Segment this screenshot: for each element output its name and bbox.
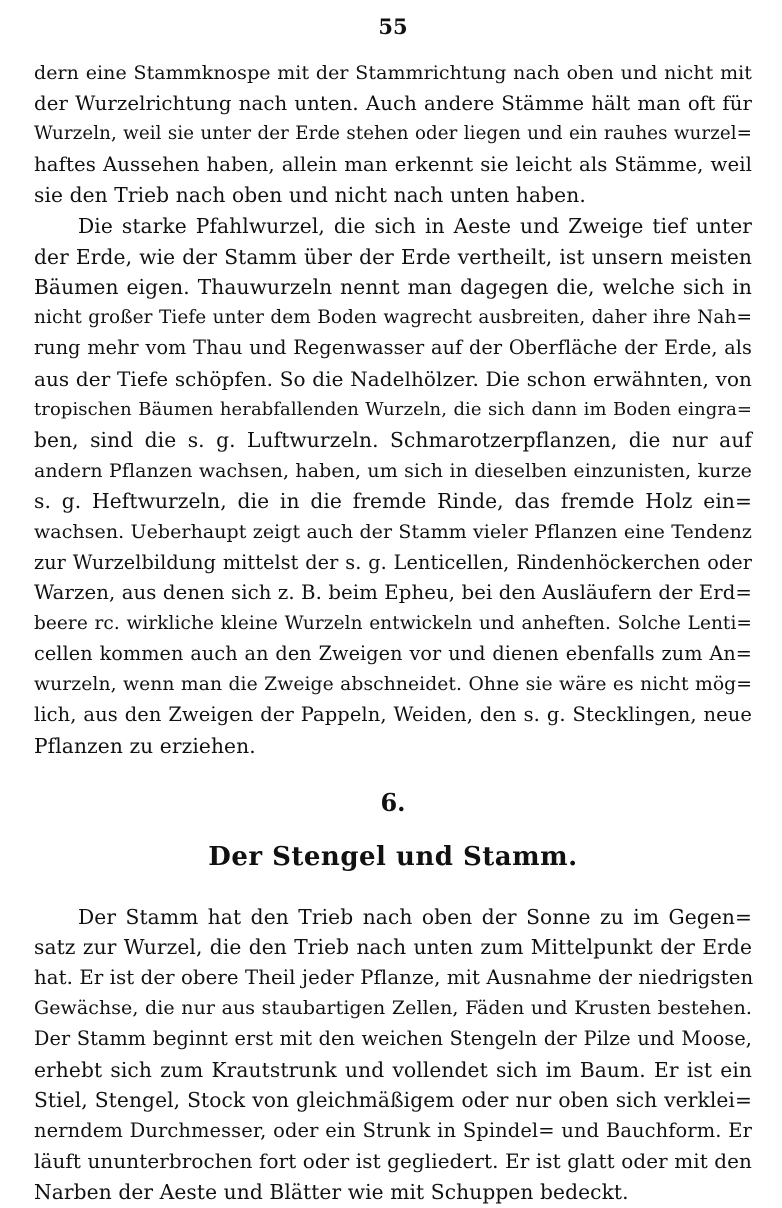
text-line: Die starke Pfahlwurzel, die sich in Aeste und Zweige tief unter bbox=[78, 213, 752, 238]
text-line: erhebt sich zum Krautstrunk und vollendet sich im Baum. Er ist ein bbox=[34, 1057, 752, 1082]
text-line: s. g. Heftwurzeln, die in die fremde Rinde, das fremde Holz ein= bbox=[34, 489, 752, 514]
text-line: nerndem Durchmesser, oder ein Strunk in Spindel= und Bauchform. Er bbox=[34, 1118, 752, 1142]
text-line: Der Stamm hat den Trieb nach oben der Sonne zu im Gegen= bbox=[78, 904, 752, 929]
text-line: aus der Tiefe schöpfen. So die Nadelhölzer. Die schon erwähnten, von bbox=[34, 366, 752, 391]
text-line: läuft ununterbrochen fort oder ist gegliedert. Er ist glatt oder mit den bbox=[34, 1149, 752, 1174]
text-line: Bäumen eigen. Thauwurzeln nennt man dagegen die, welche sich in bbox=[34, 275, 752, 300]
page-number: 55 bbox=[378, 14, 408, 39]
paragraph-3 bbox=[34, 902, 752, 1208]
text-line: Wurzeln, weil sie unter der Erde stehen oder liegen und ein rauhes wurzel= bbox=[34, 123, 752, 145]
text-line: tropischen Bäumen herabfallenden Wurzeln, die sich dann im Boden eingra= bbox=[34, 398, 752, 420]
text-line: rung mehr vom Thau und Regenwasser auf der Oberfläche der Erde, als bbox=[34, 336, 752, 360]
paragraph-1 bbox=[34, 58, 752, 211]
text-line: andern Pflanzen wachsen, haben, um sich in dieselben einzunisten, kurze bbox=[34, 459, 752, 482]
text-line: wachsen. Ueberhaupt zeigt auch der Stamm vieler Pflanzen eine Tendenz bbox=[34, 520, 752, 543]
text-line: Der Stamm beginnt erst mit den weichen Stengeln der Pilze und Moose, bbox=[34, 1027, 752, 1051]
section-number: 6. bbox=[380, 787, 406, 817]
text-line: sie den Trieb nach oben und nicht nach unten haben. bbox=[34, 183, 586, 208]
text-line: ben, sind die s. g. Luftwurzeln. Schmarotzerpflanzen, die nur auf bbox=[34, 428, 752, 453]
text-line: Warzen, aus denen sich z. B. beim Epheu, bei den Ausläufern der Erd= bbox=[34, 581, 753, 605]
text-line: der Erde, wie der Stamm über der Erde vertheilt, ist unsern meisten bbox=[34, 244, 752, 269]
text-line: lich, aus den Zweigen der Pappeln, Weiden, den s. g. Stecklingen, neue bbox=[34, 703, 752, 727]
text-line: zur Wurzelbildung mittelst der s. g. Lenticellen, Rindenhöckerchen oder bbox=[34, 550, 752, 574]
text-line: wurzeln, wenn man die Zweige abschneidet. Ohne sie wäre es nicht mög= bbox=[34, 673, 752, 695]
text-line: Narben der Aeste und Blätter wie mit Schuppen bedeckt. bbox=[34, 1180, 629, 1204]
text-line: Stiel, Stengel, Stock von gleichmäßigem oder nur oben sich verklei= bbox=[34, 1088, 752, 1113]
text-line: hat. Er ist der obere Theil jeder Pflanze, mit Ausnahme der niedrigsten bbox=[34, 965, 754, 989]
text-line: satz zur Wurzel, die den Trieb nach unten zum Mittelpunkt der Erde bbox=[34, 935, 752, 960]
text-line: beere rc. wirkliche kleine Wurzeln entwickeln und anheften. Solche Lenti= bbox=[34, 612, 752, 634]
text-line: Pflanzen zu erziehen. bbox=[34, 734, 256, 759]
text-line: der Wurzelrichtung nach unten. Auch andere Stämme hält man oft für bbox=[34, 91, 752, 115]
paragraph-2 bbox=[34, 211, 752, 762]
text-line: cellen kommen auch an den Zweigen vor und dienen ebenfalls zum An= bbox=[34, 642, 752, 666]
text-line: haftes Aussehen haben, allein man erkennt sie leicht als Stämme, weil bbox=[34, 152, 752, 176]
text-line: Gewächse, die nur aus staubartigen Zellen, Fäden und Krusten bestehen. bbox=[34, 997, 752, 1020]
text-line: dern eine Stammknospe mit der Stammrichtung nach oben und nicht mit bbox=[34, 62, 752, 84]
section-title: Der Stengel und Stamm. bbox=[208, 841, 578, 872]
text-line: nicht großer Tiefe unter dem Boden wagrecht ausbreiten, daher ihre Nah= bbox=[34, 306, 752, 328]
